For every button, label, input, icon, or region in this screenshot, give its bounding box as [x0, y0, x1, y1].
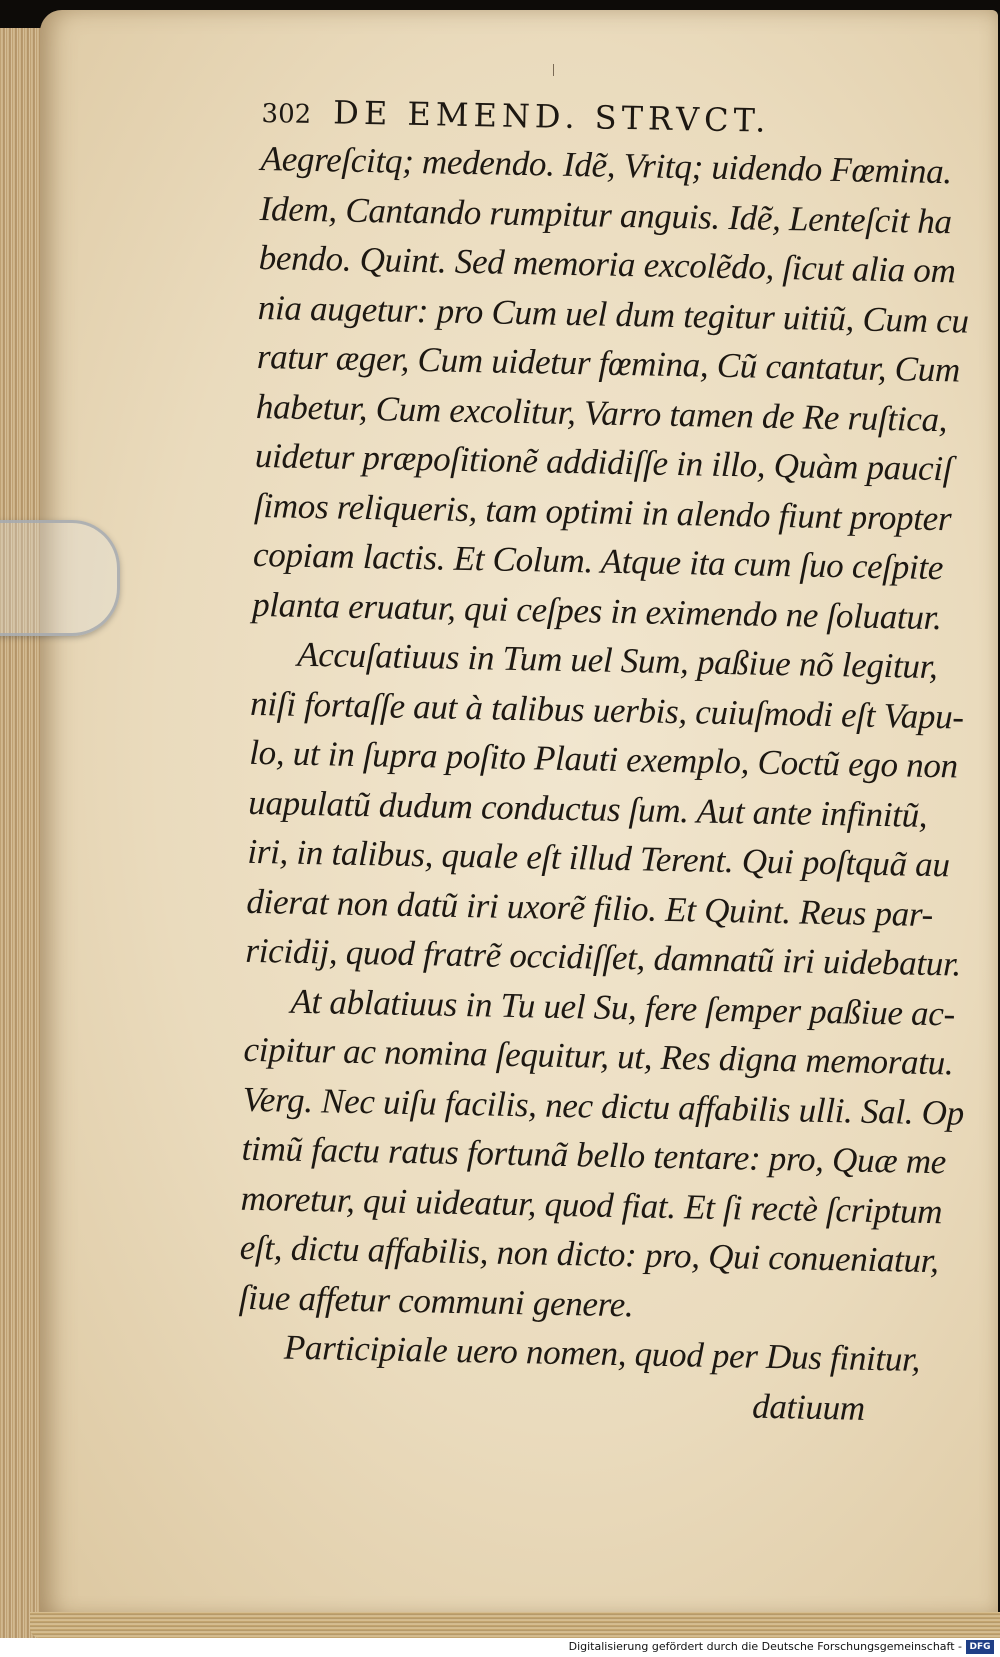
text-line: ricidij, quod fratrẽ occidiſſet, damnatũ iri uidebatur. — [245, 930, 962, 984]
text-line: niſi fortaſſe aut à talibus uerbis, cuiuſmodi eſt Vapu- — [249, 683, 965, 737]
page-number: 302 — [261, 98, 312, 130]
text-line: lo, ut in ſupra poſito Plauti exemplo, Coctũ ego non — [248, 732, 959, 786]
text-line: Verg. Nec uiſu facilis, nec dictu affabilis ulli. Sal. Op — [242, 1079, 965, 1133]
text-line: timũ factu ratus fortunã bello tentare: pro, Quæ me — [241, 1128, 947, 1182]
text-line: ratur æger, Cum uidetur fœmina, Cũ cantatur, Cum — [256, 336, 961, 390]
text-line: uidetur præpoſitionẽ addidiſſe in illo, Quàm pauciſ — [254, 435, 953, 489]
book-bottom-edge — [30, 1612, 1000, 1638]
text-line: nia augetur: pro Cum uel dum tegitur uitiũ, Cum cu — [257, 287, 970, 341]
paragraph-start-line: Participiale uero nomen, quod per Dus finitur, — [283, 1327, 921, 1379]
footer-credit: Digitalisierung gefördert durch die Deutsche Forschungsgemeinschaft - — [568, 1640, 962, 1653]
page-text — [236, 92, 970, 1434]
digitization-footer — [0, 1638, 1000, 1657]
gutter-mark — [553, 64, 554, 76]
running-title: DE EMEND. STRVCT. — [332, 93, 771, 140]
text-line: bendo. Quint. Sed memoria excolẽdo, ſicut alia om — [258, 237, 956, 291]
catchword: datiuum — [751, 1386, 866, 1428]
text-line: Idem, Cantando rumpitur anguis. Idẽ, Lenteſcit ha — [259, 188, 953, 241]
text-line: moretur, qui uideatur, quod fiat. Et ſi rectè ſcriptum — [240, 1178, 943, 1231]
text-line: ſimos reliqueris, tam optimi in alendo fiunt propter — [253, 485, 952, 538]
text-line: eſt, dictu affabilis, non dicto: pro, Qui conueniatur, — [239, 1227, 940, 1281]
paragraph-start-line: At ablatiuus in Tu uel Su, fere ſemper paßiue ac- — [290, 981, 956, 1033]
text-line: uapulatũ dudum conductus ſum. Aut ante infinitũ, — [247, 782, 928, 835]
text-line: dierat non datũ iri uxorẽ filio. Et Quint. Reus par- — [246, 881, 934, 934]
text-line: ſiue affetur communi genere. — [238, 1277, 634, 1324]
dfg-logo: DFG — [966, 1640, 994, 1654]
text-line: cipitur ac nomina ſequitur, ut, Res digna memoratu. — [243, 1029, 954, 1083]
text-line: Aegreſcitq; medendo. Idẽ, Vritq; uidendo Fœmina. — [260, 138, 953, 192]
text-line: copiam lactis. Et Colum. Atque ita cum ſuo ceſpite — [252, 534, 944, 588]
text-line: habetur, Cum excolitur, Varro tamen de Re ruſtica, — [255, 386, 948, 439]
page-clip — [0, 520, 120, 636]
text-line: planta eruatur, qui ceſpes in eximendo ne ſoluatur. — [251, 584, 942, 637]
paragraph-start-line: Accuſatiuus in Tum uel Sum, paßiue nõ legitur, — [296, 634, 938, 687]
text-line: iri, in talibus, quale eſt illud Terent. Qui poſtquã au — [247, 831, 950, 885]
